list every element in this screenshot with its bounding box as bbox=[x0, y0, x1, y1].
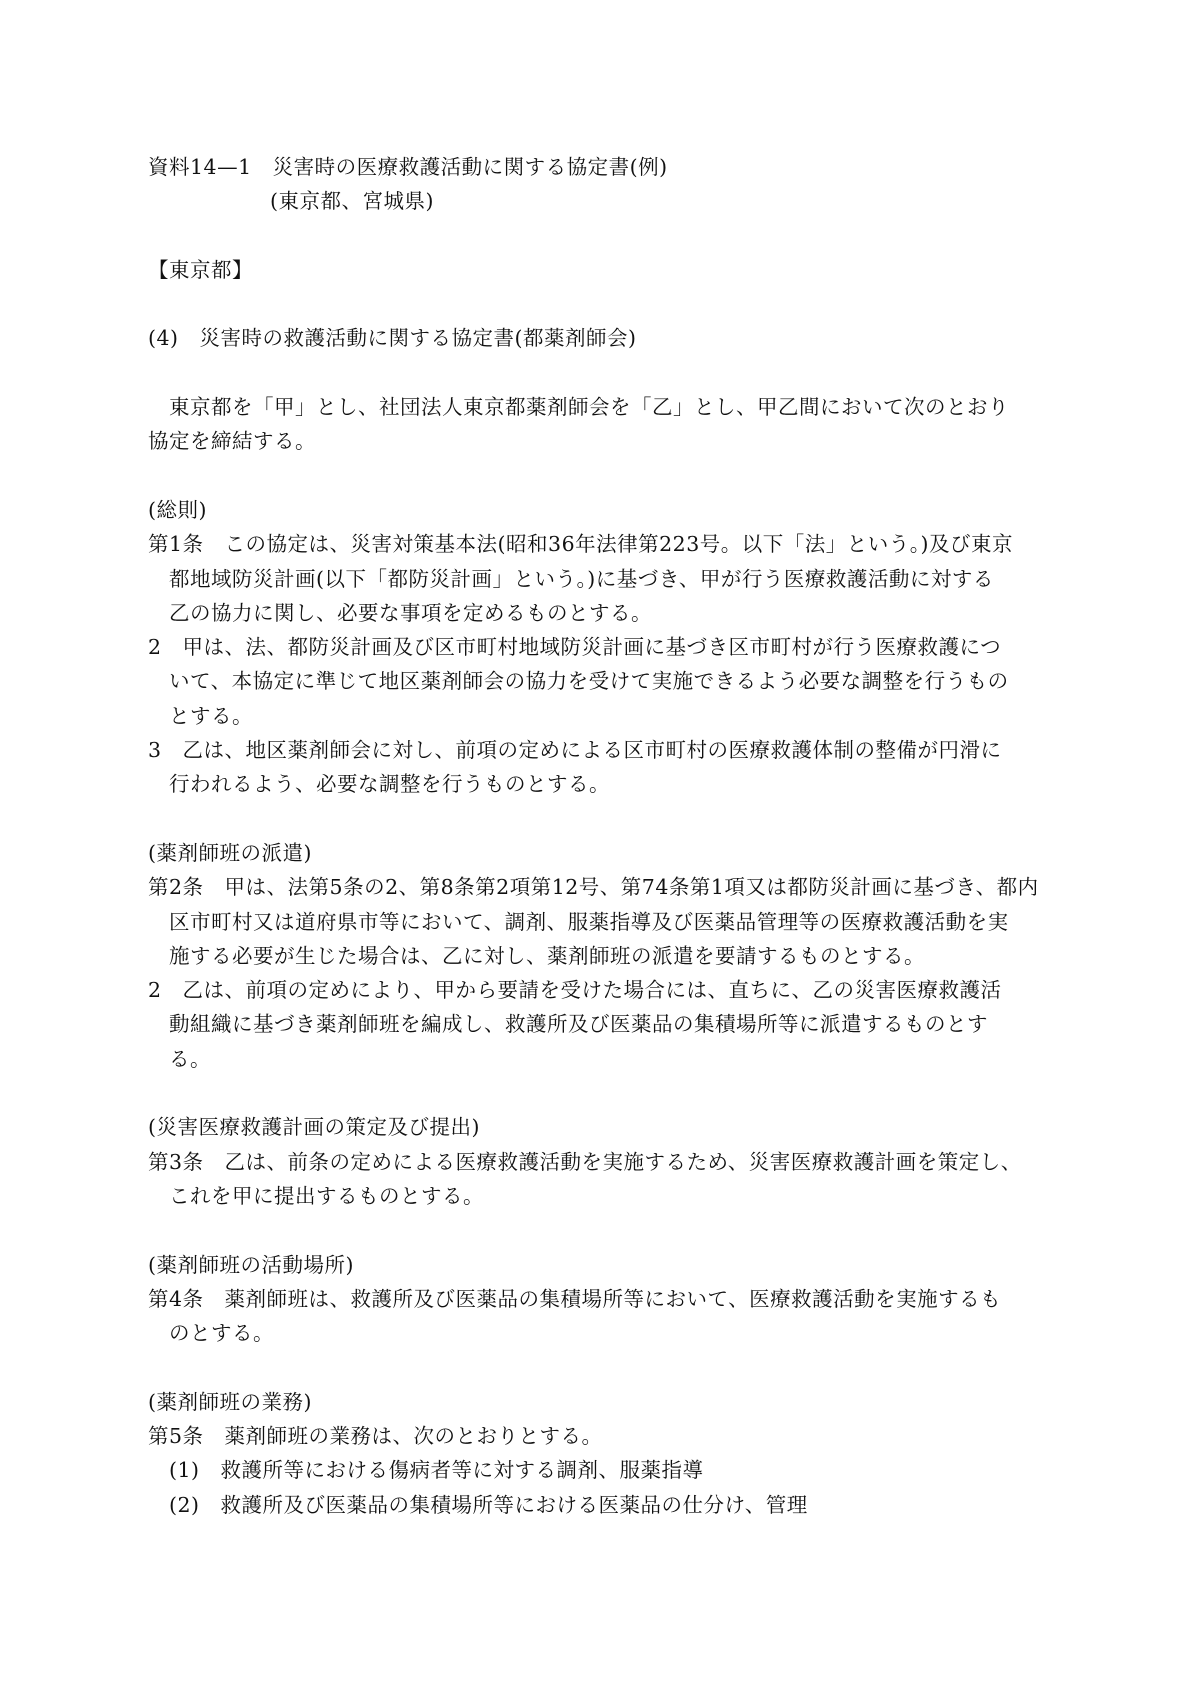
document-subtitle: (東京都、宮城県) bbox=[270, 189, 434, 214]
article-heading: (薬剤師班の派遣) bbox=[148, 840, 312, 865]
article-line: 第4条 薬剤師班は、救護所及び医薬品の集積場所等において、医療救護活動を実施するも bbox=[148, 1286, 1002, 1311]
article-line: (1) 救護所等における傷病者等に対する調剤、服薬指導 bbox=[148, 1458, 704, 1483]
spacer bbox=[148, 287, 1038, 321]
spacer bbox=[148, 1350, 1038, 1384]
article-line: 第1条 この協定は、災害対策基本法(昭和36年法律第223号。以下「法」という。)及び東京 bbox=[148, 532, 1013, 557]
article-line: (2) 救護所及び医薬品の集積場所等における医薬品の仕分け、管理 bbox=[148, 1492, 808, 1517]
article-line: これを甲に提出するものとする。 bbox=[148, 1183, 484, 1208]
agreement-heading: (4) 災害時の救護活動に関する協定書(都薬剤師会) bbox=[148, 326, 637, 351]
article-heading: (薬剤師班の業務) bbox=[148, 1389, 312, 1414]
document-title: 資料14—1 災害時の医療救護活動に関する協定書(例) bbox=[148, 155, 668, 179]
article-line: る。 bbox=[148, 1046, 211, 1071]
article-heading: (災害医療救護計画の策定及び提出) bbox=[148, 1115, 480, 1140]
preamble-line: 協定を締結する。 bbox=[148, 429, 316, 454]
prefecture-heading: 【東京都】 bbox=[148, 257, 253, 282]
article-line: とする。 bbox=[148, 703, 253, 728]
article-line: 区市町村又は道府県市等において、調剤、服薬指導及び医薬品管理等の医療救護活動を実 bbox=[148, 909, 1009, 934]
article-line: 行われるよう、必要な調整を行うものとする。 bbox=[148, 772, 610, 797]
article-line: 2 乙は、前項の定めにより、甲から要請を受けた場合には、直ちに、乙の災害医療救護活 bbox=[148, 978, 1002, 1003]
article-line: 動組織に基づき薬剤師班を編成し、救護所及び医薬品の集積場所等に派遣するものとす bbox=[148, 1012, 988, 1037]
article-line: 第3条 乙は、前条の定めによる医療救護活動を実施するため、災害医療救護計画を策定し、 bbox=[148, 1149, 1022, 1174]
spacer bbox=[148, 219, 1038, 253]
spacer bbox=[148, 1076, 1038, 1110]
spacer bbox=[148, 459, 1038, 493]
article-block bbox=[148, 1110, 1038, 1213]
article-line: 2 甲は、法、都防災計画及び区市町村地域防災計画に基づき区市町村が行う医療救護につ bbox=[148, 635, 1002, 660]
article-line: 第2条 甲は、法第5条の2、第8条第2項第12号、第74条第1項又は都防災計画に基づき、都内 bbox=[148, 875, 1039, 900]
article-block bbox=[148, 493, 1038, 802]
article-line: 3 乙は、地区薬剤師会に対し、前項の定めによる区市町村の医療救護体制の整備が円滑に bbox=[148, 738, 1002, 763]
spacer bbox=[148, 1213, 1038, 1247]
article-block bbox=[148, 836, 1038, 1076]
article-line: 施する必要が生じた場合は、乙に対し、薬剤師班の派遣を要請するものとする。 bbox=[148, 943, 925, 968]
article-line: 第5条 薬剤師班の業務は、次のとおりとする。 bbox=[148, 1423, 603, 1448]
article-line: のとする。 bbox=[148, 1321, 274, 1346]
article-line: いて、本協定に準じて地区薬剤師会の協力を受けて実施できるよう必要な調整を行うもの bbox=[148, 669, 1009, 694]
article-line: 乙の協力に関し、必要な事項を定めるものとする。 bbox=[148, 600, 652, 625]
document-page bbox=[148, 150, 1038, 1522]
article-heading: (総則) bbox=[148, 497, 207, 522]
article-block bbox=[148, 1248, 1038, 1351]
spacer bbox=[148, 356, 1038, 390]
article-line: 都地域防災計画(以下「都防災計画」という。)に基づき、甲が行う医療救護活動に対する bbox=[148, 566, 994, 591]
spacer bbox=[148, 802, 1038, 836]
article-block bbox=[148, 1385, 1038, 1522]
preamble-line: 東京都を「甲」とし、社団法人東京都薬剤師会を「乙」とし、甲乙間において次のとおり bbox=[148, 395, 1009, 420]
article-heading: (薬剤師班の活動場所) bbox=[148, 1252, 354, 1277]
